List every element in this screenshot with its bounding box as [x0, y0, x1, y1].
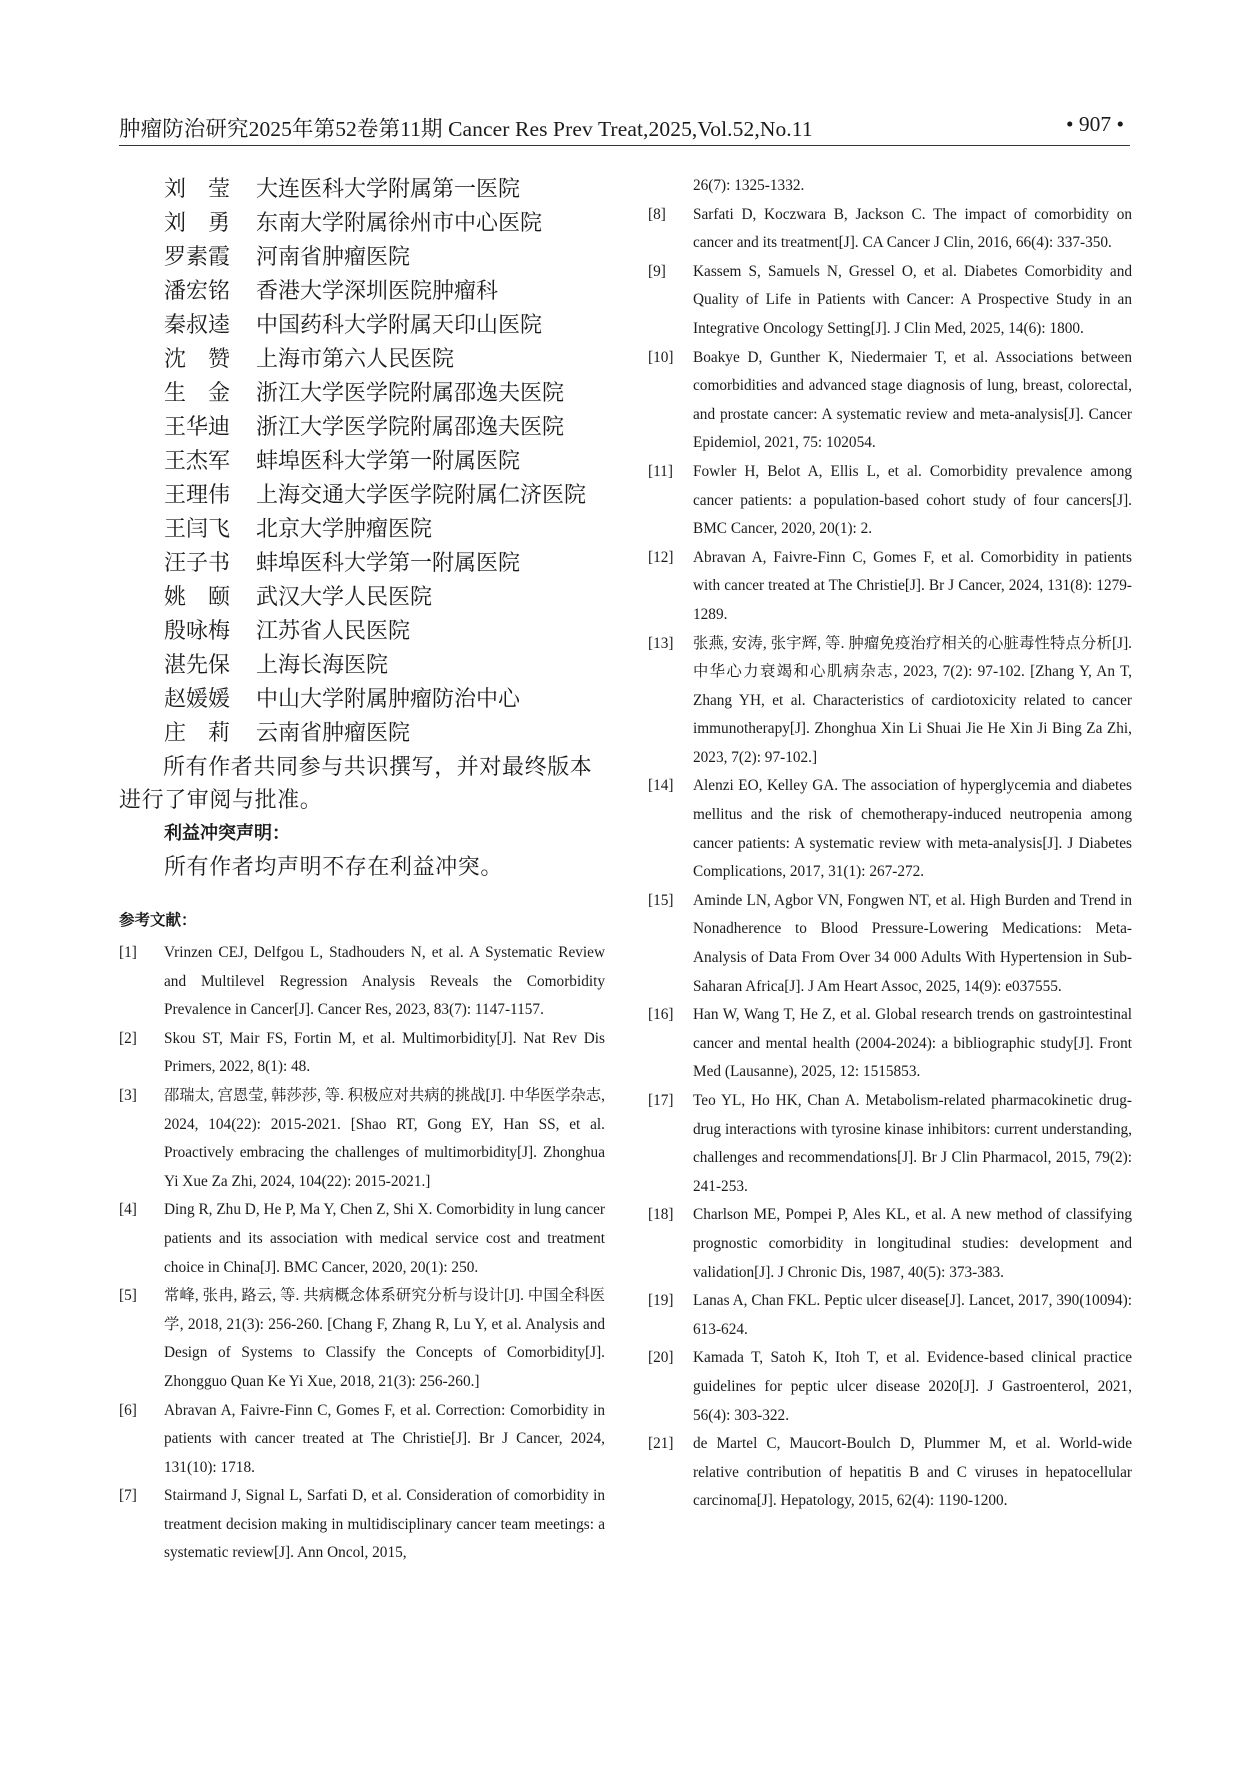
reference-item [119, 1282, 605, 1396]
member-institution: 香港大学深圳医院肿瘤科 [256, 278, 499, 303]
reference-number: [13] [648, 634, 674, 652]
reference-item [648, 458, 1132, 544]
member-name: 刘 莹 [164, 176, 231, 201]
member-institution: 武汉大学人民医院 [256, 584, 433, 609]
reference-text: Kamada T, Satoh K, Itoh T, et al. Evidence-based clinical practice guidelines for peptic ulcer disease 2020[J]. J Gastroenterol, 2021, 56(4): 303-322. [693, 1349, 1132, 1424]
reference-item [648, 630, 1132, 773]
member-name: 赵媛媛 [164, 686, 231, 711]
member-name: 殷咏梅 [164, 618, 231, 643]
member-institution: 河南省肿瘤医院 [256, 244, 411, 269]
member-row [119, 206, 605, 240]
member-name: 王闫飞 [164, 516, 231, 541]
reference-number: [20] [648, 1349, 674, 1367]
reference-item [119, 1082, 605, 1196]
reference-text: Sarfati D, Koczwara B, Jackson C. The impact of comorbidity on cancer and its treatment[J]. CA Cancer J Clin, 2016, 66(4): 337-350. [693, 205, 1132, 252]
member-institution: 北京大学肿瘤医院 [256, 516, 433, 541]
reference-text: de Martel C, Maucort-Boulch D, Plummer M, et al. World-wide relative contribution of hepatitis B and C viruses in hepatocellular carcinoma[J]. Hepatology, 2015, 62(4): 1190-1200. [693, 1435, 1132, 1510]
reference-number: [18] [648, 1206, 674, 1224]
reference-continuation: 26(7): 1325-1332. [693, 177, 805, 194]
member-institution: 大连医科大学附属第一医院 [256, 176, 521, 201]
member-name: 生 金 [164, 380, 231, 405]
member-name: 姚 颐 [164, 584, 231, 609]
reference-item [119, 1196, 605, 1282]
reference-text: 邵瑞太, 宫恩莹, 韩莎莎, 等. 积极应对共病的挑战[J]. 中华医学杂志, 2024, 104(22): 2015-2021. [Shao RT, Gong EY, Han SS, et al. Proactively embracing the challenges of multimorbidity[J]. Zhonghua Yi Xue Za Zhi, 2024, 104(22): 2015-2021.] [164, 1086, 605, 1190]
member-name: 王理伟 [164, 482, 231, 507]
member-institution: 蚌埠医科大学第一附属医院 [256, 448, 521, 473]
conflict-heading: 利益冲突声明： [164, 823, 290, 844]
reference-item [648, 1201, 1132, 1287]
reference-number: [19] [648, 1292, 674, 1310]
member-institution: 江苏省人民医院 [256, 618, 411, 643]
reference-text: Ding R, Zhu D, He P, Ma Y, Chen Z, Shi X. Comorbidity in lung cancer patients and its association with medical service cost and treatment choice in China[J]. BMC Cancer, 2020, 20(1): 250. [164, 1201, 605, 1276]
member-row [119, 682, 605, 716]
member-row [119, 308, 605, 342]
member-row [119, 580, 605, 614]
reference-number: [9] [648, 262, 666, 280]
reference-number: [10] [648, 348, 674, 366]
member-row [119, 546, 605, 580]
member-row [119, 512, 605, 546]
reference-list-right [648, 201, 1132, 1516]
reference-text: Han W, Wang T, He Z, et al. Global research trends on gastrointestinal cancer and mental health (2004-2024): a bibliographic study[J]. Front Med (Lausanne), 2025, 12: 1515853. [693, 1006, 1132, 1081]
right-column [648, 172, 1132, 1516]
reference-text: Boakye D, Gunther K, Niedermaier T, et al. Associations between comorbidities and advanced stage diagnosis of lung, breast, colorectal, and prostate cancer: A systematic review and meta-analysis[J]. Cancer Epidemiol, 2021, 75: 102054. [693, 348, 1132, 452]
member-row [119, 410, 605, 444]
reference-item [648, 201, 1132, 258]
member-institution: 上海交通大学医学院附属仁济医院 [256, 482, 587, 507]
reference-number: [12] [648, 548, 674, 566]
member-row [119, 716, 605, 750]
reference-item [648, 772, 1132, 886]
member-institution: 蚌埠医科大学第一附属医院 [256, 550, 521, 575]
reference-number: [8] [648, 205, 666, 223]
reference-item [648, 344, 1132, 458]
references-heading: 参考文献： [119, 911, 197, 929]
member-row [119, 444, 605, 478]
member-name: 王杰军 [164, 448, 231, 473]
reference-number: [4] [119, 1201, 137, 1219]
member-row [119, 240, 605, 274]
reference-text: Teo YL, Ho HK, Chan A. Metabolism-related pharmacokinetic drug-drug interactions with tyrosine kinase inhibitors: current understanding, challenges and recommendations[J]. Br J Clin Pharmacol, 2015, 79(2): 241-253. [693, 1092, 1132, 1195]
reference-item [648, 1087, 1132, 1201]
reference-number: [16] [648, 1006, 674, 1024]
reference-text: Stairmand J, Signal L, Sarfati D, et al. Consideration of comorbidity in treatment decision making in multidisciplinary cancer team meetings: a systematic review[J]. Ann Oncol, 2015, [164, 1487, 605, 1562]
member-row [119, 376, 605, 410]
reference-text: Vrinzen CEJ, Delfgou L, Stadhouders N, et al. A Systematic Review and Multilevel Regression Analysis Reveals the Comorbidity Prevalence in Cancer[J]. Cancer Res, 2023, 83(7): 1147-1157. [164, 944, 605, 1019]
reference-text: Aminde LN, Agbor VN, Fongwen NT, et al. High Burden and Trend in Nonadherence to Blood Pressure-Lowering Medications: Meta-Analysis of Data From Over 34 000 Adults With Hypertension in Sub-Saharan Africa[J]. J Am Heart Assoc, 2025, 14(9): e037555. [693, 891, 1132, 995]
page-header [119, 102, 1130, 146]
reference-number: [14] [648, 777, 674, 795]
member-institution: 中山大学附属肿瘤防治中心 [256, 686, 521, 711]
member-list [119, 172, 605, 750]
page-number: • 907 • [1065, 112, 1124, 136]
member-institution: 上海长海医院 [256, 652, 389, 677]
member-row [119, 478, 605, 512]
reference-number: [3] [119, 1086, 137, 1104]
reference-item [648, 1430, 1132, 1516]
member-name: 秦叔逵 [164, 312, 231, 337]
reference-item [648, 1287, 1132, 1344]
reference-text: Abravan A, Faivre-Finn C, Gomes F, et al. Correction: Comorbidity in patients with cancer treated at The Christie[J]. Br J Cancer, 2024, 131(10): 1718. [164, 1401, 605, 1476]
reference-item [648, 1001, 1132, 1087]
member-institution: 东南大学附属徐州市中心医院 [256, 210, 543, 235]
reference-item [119, 939, 605, 1025]
member-row [119, 342, 605, 376]
member-institution: 上海市第六人民医院 [256, 346, 455, 371]
member-name: 湛先保 [164, 652, 231, 677]
reference-item [119, 1025, 605, 1082]
member-row [119, 172, 605, 206]
member-name: 王华迪 [164, 414, 231, 439]
member-row [119, 274, 605, 308]
journal-title: 肿瘤防治研究2025年第52卷第11期 Cancer Res Prev Treat,2025,Vol.52,No.11 [119, 117, 813, 141]
member-name: 庄 莉 [164, 720, 231, 745]
member-row [119, 614, 605, 648]
reference-item [119, 1482, 605, 1568]
member-institution: 中国药科大学附属天印山医院 [256, 312, 543, 337]
reference-text: 常峰, 张冉, 路云, 等. 共病概念体系研究分析与设计[J]. 中国全科医学, 2018, 21(3): 256-260. [Chang F, Zhang R, Lu Y, et al. Analysis and Design of Systems to Classify the Concepts of Comorbidity[J]. Zhongguo Quan Ke Yi Xue, 2018, 21(3): 256-260.] [164, 1287, 605, 1390]
member-name: 汪子书 [164, 550, 231, 575]
reference-number: [6] [119, 1401, 137, 1419]
member-row [119, 648, 605, 682]
reference-text: Skou ST, Mair FS, Fortin M, et al. Multimorbidity[J]. Nat Rev Dis Primers, 2022, 8(1): 48. [164, 1029, 605, 1076]
member-name: 刘 勇 [164, 210, 231, 235]
reference-item [648, 1344, 1132, 1430]
reference-item [648, 544, 1132, 630]
reference-number: [17] [648, 1092, 674, 1109]
member-institution: 云南省肿瘤医院 [256, 720, 411, 745]
reference-number: [5] [119, 1287, 137, 1305]
contribution-statement: 所有作者共同参与共识撰写，并对最终版本进行了审阅与批准。 [119, 754, 593, 812]
reference-number: [7] [119, 1487, 137, 1505]
reference-text: Fowler H, Belot A, Ellis L, et al. Comorbidity prevalence among cancer patients: a population-based cohort study of four cancers[J]. BMC Cancer, 2020, 20(1): 2. [693, 462, 1132, 538]
member-institution: 浙江大学医学院附属邵逸夫医院 [256, 414, 565, 439]
reference-text: Alenzi EO, Kelley GA. The association of hyperglycemia and diabetes mellitus and the risk of chemotherapy-induced neutropenia among cancer patients: A systematic review with meta-analysis[J]. J Diabetes Complications, 2017, 31(1): 267-272. [693, 777, 1132, 881]
reference-number: [1] [119, 944, 137, 961]
reference-list-left [119, 939, 605, 1568]
reference-number: [2] [119, 1029, 137, 1047]
member-name: 潘宏铭 [164, 278, 231, 303]
conflict-statement: 所有作者均声明不存在利益冲突。 [164, 854, 504, 879]
left-column [119, 172, 605, 1568]
reference-text: 张燕, 安涛, 张宇辉, 等. 肿瘤免疫治疗相关的心脏毒性特点分析[J]. 中华心力衰竭和心肌病杂志, 2023, 7(2): 97-102. [Zhang Y, An T, Zhang YH, et al. Characteristics of cardiotoxicity related to cancer immunotherapy[J]. Zhonghua Xin Li Shuai Jie He Xin Ji Bing Za Zhi, 2023, 7(2): 97-102.] [693, 634, 1132, 766]
reference-number: [11] [648, 462, 673, 480]
member-institution: 浙江大学医学院附属邵逸夫医院 [256, 380, 565, 405]
reference-text: Charlson ME, Pompei P, Ales KL, et al. A new method of classifying prognostic comorbidity in longitudinal studies: development and validation[J]. J Chronic Dis, 1987, 40(5): 373-383. [693, 1206, 1132, 1281]
reference-text: Kassem S, Samuels N, Gressel O, et al. Diabetes Comorbidity and Quality of Life in Patients with Cancer: A Prospective Study in an Integrative Oncology Setting[J]. J Clin Med, 2025, 14(6): 1800. [693, 262, 1132, 337]
member-name: 沈 赞 [164, 346, 231, 371]
reference-number: [21] [648, 1435, 674, 1453]
reference-item [119, 1397, 605, 1483]
reference-item [648, 887, 1132, 1001]
reference-number: [15] [648, 891, 674, 909]
reference-text: Lanas A, Chan FKL. Peptic ulcer disease[J]. Lancet, 2017, 390(10094): 613-624. [693, 1292, 1132, 1338]
member-name: 罗素霞 [164, 244, 231, 269]
reference-text: Abravan A, Faivre-Finn C, Gomes F, et al. Comorbidity in patients with cancer treated at The Christie[J]. Br J Cancer, 2024, 131(8): 1279-1289. [693, 548, 1132, 623]
reference-item [648, 258, 1132, 344]
